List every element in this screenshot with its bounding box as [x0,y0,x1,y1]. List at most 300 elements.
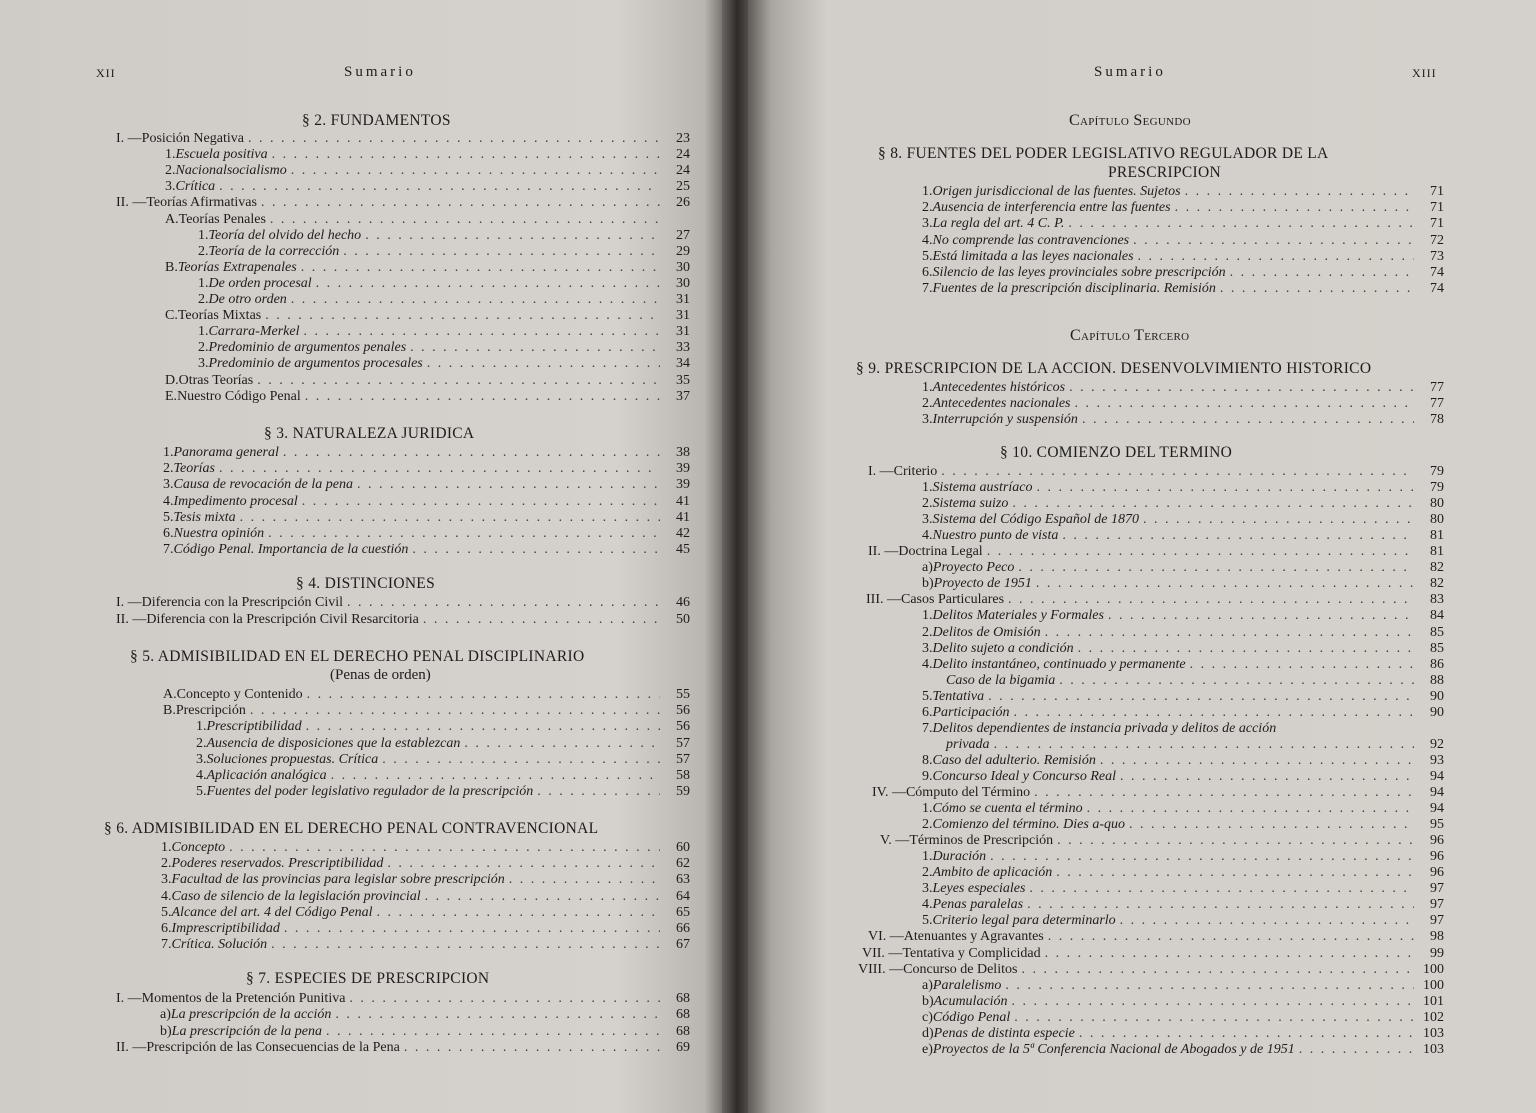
dot-leader [537,784,660,800]
toc-entry-page: 65 [676,904,690,920]
toc-entry-page: 37 [676,388,690,404]
dot-leader [1079,1026,1414,1042]
section-subheading-s5: (Penas de orden) [330,667,431,683]
toc-entry-title: Silencio de las leyes provinciales sobre prescripción [932,265,1226,280]
dot-leader [1056,865,1414,881]
toc-entry-label: 4. [161,888,172,904]
toc-entry-page: 45 [676,542,690,558]
toc-entry-label: 4. [922,528,933,544]
toc-entry [196,719,690,735]
toc-entry-title: Crítica. Solución [171,937,268,953]
toc-entry-title: Prescriptibilidad [206,719,302,735]
toc-entry-page: 79 [1430,480,1444,496]
toc-entry-page: 82 [1430,576,1444,592]
toc-entry-page: 100 [1423,977,1444,993]
toc-entry-label: B. [163,703,176,719]
toc-entry-label: I. — [116,131,142,146]
dot-leader [1027,897,1414,913]
dot-leader [1143,512,1414,528]
toc-entry-title: La regla del art. 4 C. P. [932,216,1065,232]
toc-entry-label: 4. [922,656,933,672]
dot-leader [1034,785,1414,801]
toc-entry [161,856,690,872]
toc-entry-label: 6. [922,704,933,720]
toc-entry-page: 58 [676,768,690,783]
toc-entry-title: De orden procesal [208,275,312,291]
toc-entry-label: 1. [922,849,933,865]
toc-entry [198,276,690,292]
dot-leader [335,1007,660,1023]
toc-entry-title: Proyectos de la 5ª Conferencia Nacional de Abogados y de 1951 [932,1041,1295,1057]
dot-leader [270,212,660,228]
dot-leader [1048,929,1414,945]
section-heading-s6: § 6. ADMISIBILIDAD EN EL DERECHO PENAL CONTRAVENCIONAL [104,820,599,837]
toc-entry-title: Delitos dependientes de instancia privada y delitos de acción [932,720,1277,736]
toc-entry [922,249,1444,265]
toc-entry-page: 39 [676,461,690,477]
toc-entry-label: 7. [163,542,174,558]
toc-entry-label: 2. [922,200,933,216]
toc-entry [198,340,690,356]
toc-entry-title: Predominio de argumentos procesales [208,356,423,372]
dot-leader [307,687,660,703]
toc-entry-title: Caso del adulterio. Remisión [932,752,1096,768]
dot-leader [410,340,660,356]
toc-entry [198,228,690,244]
toc-entry-page: 96 [1430,833,1444,849]
toc-entry-title: Participación [932,704,1010,720]
toc-entry-label: 3. [922,512,933,528]
dot-leader [272,147,660,163]
toc-entry [161,937,690,953]
toc-entry-title: Teoría del olvido del hecho [208,227,362,243]
toc-entry [165,212,690,228]
dot-leader [265,308,660,324]
toc-entry-title: Concepto [171,840,226,855]
toc-entry [858,962,1444,978]
toc-entry-page: 68 [676,1023,690,1039]
toc-entry-label: 7. [161,937,172,953]
toc-entry [116,991,690,1007]
toc-entry [880,833,1444,849]
dot-leader [994,737,1414,753]
toc-entry-page: 41 [676,509,690,525]
toc-entry-page: 94 [1430,785,1444,800]
toc-entry-title: Cómo se cuenta el término [932,801,1083,817]
toc-entry-page: 57 [676,735,690,751]
toc-entry [163,477,690,493]
toc-entry-page: 86 [1430,656,1444,672]
dot-leader [1012,496,1414,512]
toc-entry-title: Sistema austríaco [932,480,1033,496]
dot-leader [349,991,660,1007]
toc-entry-title: Delito instantáneo, continuado y permanente [932,656,1186,672]
toc-entry [922,978,1444,994]
dot-leader [283,445,660,461]
toc-entry-label: 5. [922,688,933,704]
toc-entry [922,512,1444,528]
dot-leader [1299,1042,1414,1058]
toc-entry [165,163,690,179]
toc-entry [922,625,1444,641]
toc-entry-title: Sistema suizo [932,496,1009,512]
toc-entry-label: VI. — [868,929,904,945]
toc-entry-label: 1. [196,719,207,735]
toc-entry-label: 3. [922,881,933,897]
section-heading-s4: § 4. DISTINCIONES [296,575,435,592]
dot-leader [304,324,661,340]
toc-entry-page: 35 [676,372,690,388]
toc-entry-page: 55 [676,687,690,702]
toc-entry-page: 74 [1430,281,1444,297]
dot-leader [1062,528,1414,544]
toc-entry-title: Crítica [175,179,216,195]
toc-entry [922,380,1444,396]
toc-entry-title: Teoría de la corrección [208,243,340,259]
toc-entry [165,373,690,389]
toc-entry-page: 84 [1430,608,1444,624]
dot-leader [1018,560,1414,576]
dot-leader [1075,396,1414,412]
toc-entry [196,768,690,784]
dot-leader [1005,978,1414,994]
page-number-left: XII [96,66,116,80]
toc-entry-page: 56 [676,703,690,719]
toc-entry-label: 2. [922,496,933,512]
toc-entry-title: Ausencia de disposiciones que la establezcan [206,735,461,751]
dot-leader [1133,233,1414,249]
dot-leader [1087,801,1414,817]
toc-entry-page: 97 [1430,881,1444,897]
toc-entry-label: 2. [198,340,209,356]
toc-entry-title: La prescripción de la pena [171,1023,323,1039]
dot-leader [1230,265,1414,281]
toc-entry-page: 81 [1430,528,1444,544]
toc-entry-page: 39 [676,477,690,493]
dot-leader [1036,576,1414,592]
page-number-right: XIII [1412,66,1437,80]
toc-entry-label: 5. [163,509,174,525]
toc-entry-page: 103 [1423,1025,1444,1041]
toc-entry-label: 6. [922,265,933,280]
toc-entry [922,994,1444,1010]
dot-leader [347,595,660,611]
toc-entry [922,560,1444,576]
toc-entry [116,131,690,147]
toc-entry-label: 2. [198,292,209,307]
toc-entry-label: 4. [196,768,207,783]
toc-entry-title: Nuestro Código Penal [177,388,301,404]
toc-entry-label: I. — [868,464,894,479]
dot-leader [291,292,660,308]
toc-entry-page: 93 [1430,752,1444,768]
toc-entry-label: b) [922,993,934,1009]
toc-entry [922,689,1444,705]
toc-entry-title: Prescripción de las Consecuencias de la Pena [146,1040,400,1056]
toc-entry-page: 56 [676,719,690,735]
toc-entry [160,1024,690,1040]
toc-entry-page: 38 [676,445,690,460]
toc-entry-label: 1. [922,608,933,624]
toc-entry [868,464,1444,480]
toc-entry-title: Criterio [893,464,938,479]
toc-entry-label: 6. [161,921,172,936]
dot-leader [1014,1010,1414,1026]
toc-entry-label: 2. [196,735,207,751]
toc-entry-title: Está limitada a las leyes nacionales [932,248,1134,264]
toc-entry [116,612,690,628]
toc-entry [946,737,1444,753]
dot-leader [1008,592,1414,608]
toc-entry-label: VII. — [862,945,903,961]
toc-entry-label: IV. — [872,785,906,800]
dot-leader [1138,249,1414,265]
dot-leader [301,260,660,276]
toc-entry-title: De otro orden [208,292,287,307]
toc-entry [922,216,1444,232]
toc-entry-label: 5. [161,904,172,920]
dot-leader [257,373,660,389]
toc-entry-title: Panorama general [173,445,279,460]
toc-entry-label: 5. [922,248,933,264]
toc-entry [165,260,690,276]
toc-entry [161,905,690,921]
toc-entry [163,510,690,526]
dot-leader [1021,962,1414,978]
toc-entry-page: 46 [676,595,690,610]
toc-entry-title: Interrupción y suspensión [932,412,1078,428]
toc-entry-page: 41 [676,493,690,509]
toc-entry [922,753,1444,769]
toc-entry-page: 30 [676,275,690,291]
toc-entry [922,528,1444,544]
toc-entry-title: Antecedentes históricos [932,380,1066,395]
toc-entry [163,494,690,510]
toc-entry-page: 33 [676,340,690,356]
section-heading-s8-line1: § 8. FUENTES DEL PODER LEGISLATIVO REGULADOR DE LA [878,145,1329,162]
dot-leader [425,889,660,905]
dot-leader [229,840,660,856]
toc-entry [163,461,690,477]
toc-entry-title: Paralelismo [932,977,1002,993]
toc-entry-title: Aplicación analógica [206,768,327,783]
toc-entry [872,785,1444,801]
toc-entry-page: 81 [1430,544,1444,560]
section-heading-s10: § 10. COMIENZO DEL TERMINO [1000,444,1233,461]
dot-leader [1068,216,1414,232]
dot-leader [509,872,660,888]
dot-leader [464,736,660,752]
toc-entry-title: Tentativa [932,688,985,704]
toc-entry-label: b) [922,576,934,592]
toc-entry-title: Teorías Afirmativas [146,195,257,211]
section-heading-s2: § 2. FUNDAMENTOS [302,112,451,129]
dot-leader [1120,913,1414,929]
toc-entry-title: Carrara-Merkel [208,324,300,340]
toc-entry-label: I. — [116,595,142,610]
dot-leader [404,1040,660,1056]
toc-entry-page: 31 [676,308,690,324]
dot-leader [248,131,660,147]
toc-entry-title: Nacionalsocialismo [175,163,287,179]
toc-entry [922,608,1444,624]
toc-entry-title: Fuentes de la prescripción disciplinaria. Remisión [932,281,1216,297]
dot-leader [1120,769,1414,785]
toc-entry-title: Poderes reservados. Prescriptibilidad [171,856,384,872]
toc-entry-page: 73 [1430,248,1444,264]
toc-entry-label: 1. [922,480,933,496]
toc-entry-title: Nuestro punto de vista [932,528,1059,544]
toc-entry [163,703,690,719]
toc-entry-page: 101 [1423,993,1444,1009]
dot-leader [268,526,660,542]
dot-leader [219,179,660,195]
toc-entry-page: 82 [1430,560,1444,576]
toc-entry [165,389,690,405]
toc-entry-page: 94 [1430,768,1444,784]
toc-entry-label: 2. [922,865,933,881]
toc-entry [116,595,690,611]
dot-leader [1100,753,1414,769]
toc-entry-page: 71 [1430,216,1444,232]
toc-entry-page: 30 [676,259,690,275]
toc-entry-label: d) [922,1025,934,1041]
toc-entry [163,445,690,461]
toc-entry-label: 5. [196,784,207,800]
toc-entry-page: 103 [1423,1041,1444,1057]
left-page [0,0,726,1113]
dot-leader [1082,412,1414,428]
dot-leader [250,703,660,719]
toc-entry-title: Acumulación [933,993,1008,1009]
toc-entry-title: Fuentes del poder legislativo regulador de la prescripción [206,784,534,800]
toc-entry-label: VIII. — [858,961,904,977]
dot-leader [261,195,660,211]
dot-leader [941,464,1414,480]
toc-entry-title: Momentos de la Pretención Punitiva [141,991,346,1006]
dot-leader [284,921,660,937]
toc-entry [862,946,1444,962]
toc-entry-title: Facultad de las provincias para legislar sobre prescripción [171,872,505,888]
toc-entry [116,195,690,211]
toc-entry-title: Código Penal. Importancia de la cuestión [173,542,409,558]
dot-leader [365,228,660,244]
toc-entry-title: Ambito de aplicación [932,865,1053,881]
toc-entry-title: Teorías Penales [178,211,266,227]
toc-entry-label: 4. [922,897,933,913]
toc-entry [198,324,690,340]
dot-leader [1108,608,1414,624]
toc-entry [922,281,1444,297]
toc-entry-title: Otras Teorías [178,372,254,388]
toc-entry-title: Sistema del Código Español de 1870 [932,512,1139,528]
toc-entry-title: Penas de distinta especie [933,1025,1075,1041]
toc-entry [866,592,1444,608]
toc-entry-page: 68 [676,991,690,1006]
toc-entry-label: 1. [161,840,172,855]
toc-entry-label: 1. [922,184,933,199]
toc-entry-title: Concurso Ideal y Concurso Real [932,768,1117,784]
toc-entry-title: Doctrina Legal [898,544,983,560]
toc-entry [198,292,690,308]
toc-entry-label: 6. [163,526,174,541]
toc-entry-title: Delito sujeto a condición [932,640,1074,656]
toc-entry-page: 63 [676,872,690,888]
toc-entry-label: 3. [198,356,209,372]
toc-entry-page: 85 [1430,640,1444,656]
toc-entry-title: Proyecto Peco [932,560,1015,576]
toc-entry-label: 1. [198,324,209,340]
dot-leader [990,849,1414,865]
toc-entry [922,576,1444,592]
toc-entry-label: 4. [163,493,174,509]
dot-leader [1012,994,1414,1010]
dot-leader [1175,200,1414,216]
dot-leader [326,1024,660,1040]
toc-entry-page: 31 [676,324,690,340]
toc-entry-page: 95 [1430,817,1444,833]
toc-entry-title: Cómputo del Término [905,785,1031,800]
toc-entry [196,752,690,768]
dot-leader [1059,673,1414,689]
toc-entry-title: Duración [932,849,987,865]
toc-entry [922,913,1444,929]
right-page [748,0,1536,1113]
toc-entry-label: 1. [922,801,933,817]
toc-entry [161,921,690,937]
toc-entry-label: III. — [866,592,901,608]
toc-entry-page: 24 [676,163,690,179]
running-head-right: Sumario [1094,64,1166,80]
toc-entry [165,179,690,195]
toc-entry-title: privada [946,736,990,752]
toc-entry-page: 85 [1430,624,1444,640]
toc-entry-label: II. — [116,1040,147,1056]
toc-entry-label: 2. [922,624,933,640]
toc-entry-page: 94 [1430,801,1444,817]
toc-entry-label: 2. [922,817,933,833]
toc-entry-page: 57 [676,751,690,767]
toc-entry [163,526,690,542]
toc-entry-title: Tentativa y Complicidad [902,945,1041,961]
dot-leader [1036,480,1414,496]
toc-entry [868,544,1444,560]
toc-entry-title: Teorías [173,461,216,477]
toc-entry [116,1040,690,1056]
toc-entry [922,1010,1444,1026]
dot-leader [240,510,660,526]
toc-entry-label: e) [922,1041,933,1057]
toc-entry-page: 42 [676,526,690,541]
dot-leader [1045,946,1414,962]
toc-entry [922,865,1444,881]
toc-entry-page: 60 [676,840,690,855]
toc-entry [161,840,690,856]
toc-entry-title: Prescripción [175,703,246,719]
toc-entry-label: a) [160,1007,171,1023]
toc-entry-label: 2. [163,461,174,477]
toc-entry [161,872,690,888]
dot-leader [377,905,660,921]
toc-entry [165,147,690,163]
toc-entry-label: 5. [922,913,933,929]
toc-entry-page: 64 [676,888,690,904]
toc-entry-label: 1. [198,227,209,243]
toc-entry-label: 7. [922,281,933,297]
toc-entry [196,736,690,752]
toc-entry-page: 92 [1430,736,1444,752]
toc-entry-label: 3. [922,216,933,232]
